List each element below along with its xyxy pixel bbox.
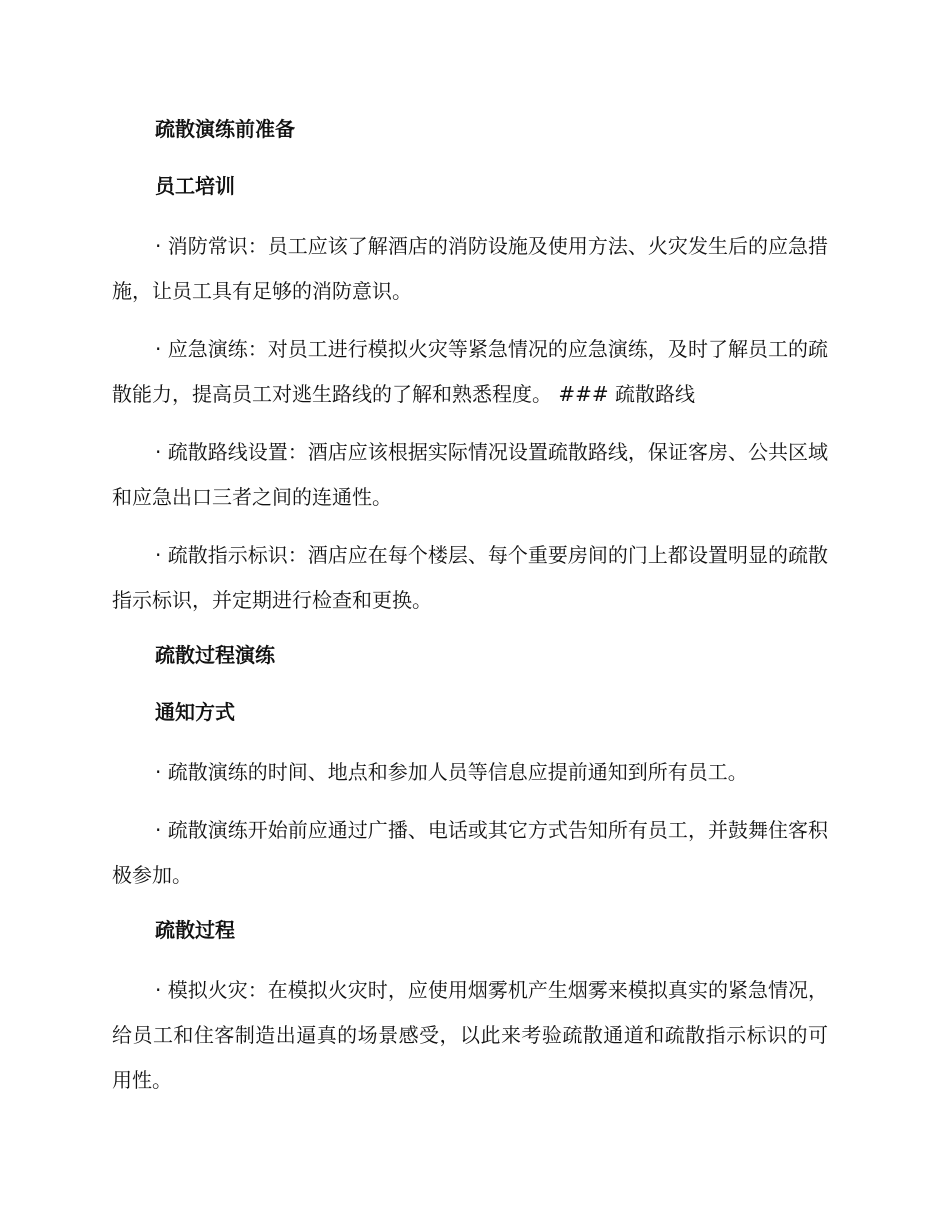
paragraph-advance-notice: · 疏散演练的时间、地点和参加人员等信息应提前通知到所有员工。 bbox=[155, 760, 748, 784]
subsection-heading-evacuation-process: 疏散过程 bbox=[155, 918, 235, 942]
subsection-heading-notification: 通知方式 bbox=[155, 700, 235, 724]
section-heading-evacuation-drill: 疏散过程演练 bbox=[155, 643, 275, 667]
paragraph-simulated-fire: · 模拟火灾：在模拟火灾时，应使用烟雾机产生烟雾来模拟真实的紧急情况，给员工和住客制造出逼真的场景感受，以此来考验疏散通道和疏散指示标识的可用性。 bbox=[112, 978, 828, 1092]
document-page bbox=[112, 110, 828, 1116]
paragraph-route-setup: · 疏散路线设置：酒店应该根据实际情况设置疏散路线，保证客房、公共区域和应急出口三者之间的连通性。 bbox=[112, 440, 828, 509]
paragraph-emergency-drill: · 应急演练：对员工进行模拟火灾等紧急情况的应急演练，及时了解员工的疏散能力，提高员工对逃生路线的了解和熟悉程度。 ### 疏散路线 bbox=[112, 337, 828, 406]
subsection-heading-staff-training: 员工培训 bbox=[155, 174, 235, 198]
section-heading-drill-preparation: 疏散演练前准备 bbox=[155, 117, 295, 141]
paragraph-broadcast-notice: · 疏散演练开始前应通过广播、电话或其它方式告知所有员工，并鼓舞住客积极参加。 bbox=[112, 818, 828, 887]
paragraph-fire-knowledge: · 消防常识：员工应该了解酒店的消防设施及使用方法、火灾发生后的应急措施，让员工具有足够的消防意识。 bbox=[112, 234, 828, 303]
paragraph-evacuation-signs: · 疏散指示标识：酒店应在每个楼层、每个重要房间的门上都设置明显的疏散指示标识，并定期进行检查和更换。 bbox=[112, 543, 828, 612]
